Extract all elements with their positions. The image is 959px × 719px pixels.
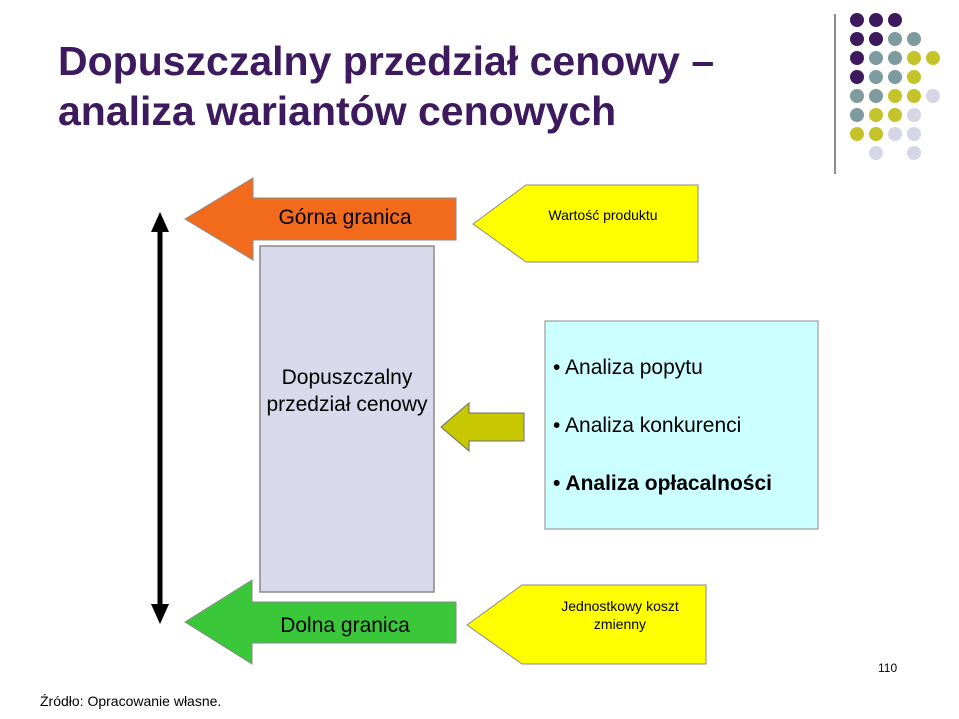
page-number: 110 — [878, 661, 898, 675]
source-note: Źródło: Opracowanie własne. — [40, 693, 222, 709]
upper-limit-label: Górna granica — [278, 206, 412, 229]
left-pointing-block-arrow-icon — [441, 403, 524, 451]
slide-title: Dopuszczalny przedział cenowy – analiza wariantów cenowych — [58, 38, 715, 134]
analysis-item-demand: • Analiza popytu — [553, 356, 703, 379]
double-headed-vertical-arrow-icon — [151, 212, 169, 624]
price-range-box — [260, 246, 434, 592]
analysis-item-competition: • Analiza konkurenci — [553, 414, 742, 437]
price-range-label: Dopuszczalny przedział cenowy — [266, 366, 428, 416]
analysis-list — [553, 356, 813, 530]
unit-variable-cost-label: Jednostkowy koszt zmienny — [561, 598, 679, 632]
analysis-item-profitability: • Analiza opłacalności — [553, 472, 772, 495]
lower-limit-label: Dolna granica — [280, 614, 410, 637]
product-value-label: Wartość produktu — [548, 207, 658, 223]
